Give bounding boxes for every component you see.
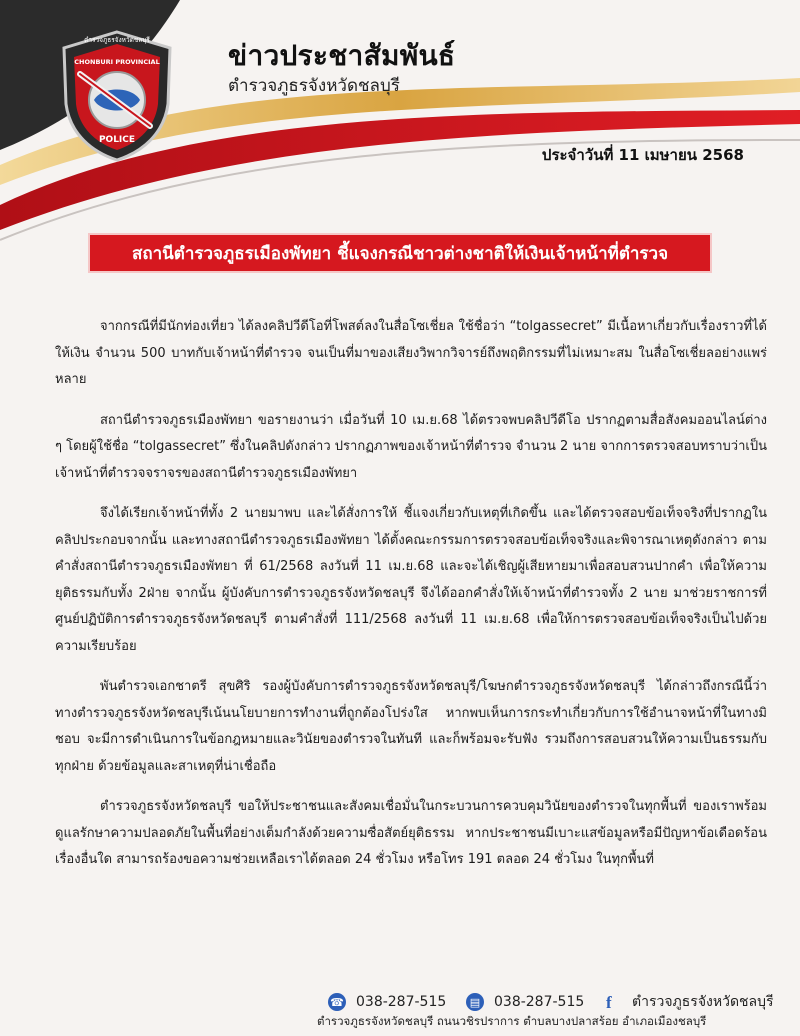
footer-address: ตำรวจภูธรจังหวัดชลบุรี ถนนวชิรปราการ ตำบลบางปลาสร้อย อำเภอเมืองชลบุรี — [317, 1014, 707, 1028]
paragraph-5: ตำรวจภูธรจังหวัดชลบุรี ขอให้ประชาชนและสังคมเชื่อมั่นในกระบวนการควบคุมวินัยของตำรวจในทุกพื้นที่ ของเราพร้อมดูแลรักษาความปลอดภัยในพื้นที่อย่างเต็มกำลังด้วยความซื่อสัตย์ยุติธรรม หากประชาชนมีเบาะแสข้อมูลหรือมีปัญหาข้อเดือดร้อนเรื่องอื่นใด สามารถร้องขอความช่วยเหลือเราได้ตลอด 24 ชั่วโมง หรือโทร 191 ตลอด 24 ชั่วโมง ในทุกพื้นที่ — [55, 799, 767, 867]
facebook-name: ตำรวจภูธรจังหวัดชลบุรี — [632, 994, 774, 1010]
org-subtitle: ตำรวจภูธรจังหวัดชลบุรี — [228, 76, 400, 96]
phone-icon: ☎ — [328, 993, 346, 1011]
paragraph-2: สถานีตำรวจภูธรเมืองพัทยา ขอรายงานว่า เมื่อวันที่ 10 เม.ย.68 ได้ตรวจพบคลิปวีดีโอ ปรากฏตามสื่อสังคมออนไลน์ต่าง ๆ โดยผู้ใช้ชื่อ “tolgassecret” ซึ่งในคลิปดังกล่าว ปรากฏภาพของเจ้าหน้าที่ตำรวจ จำนวน 2 นาย จากการตรวจสอบทราบว่าเป็นเจ้าหน้าที่ตำรวจจราจรของสถานีตำรวจภูธรเมืองพัทยา — [55, 412, 767, 481]
badge-middle-text: CHONBURI PROVINCIAL — [74, 58, 160, 66]
phone-number: 038-287-515 — [356, 994, 447, 1010]
footer-phone — [328, 990, 446, 1014]
police-badge-logo — [58, 30, 176, 162]
badge-top-text: ตำรวจภูธรจังหวัดชลบุรี — [84, 36, 150, 44]
issue-date: ประจำวันที่ 11 เมษายน 2568 — [541, 146, 744, 164]
headline-text: สถานีตำรวจภูธรเมืองพัทยา ชี้แจงกรณีชาวต่างชาติให้เงินเจ้าหน้าที่ตำรวจ — [131, 243, 669, 264]
footer-fax — [466, 990, 584, 1014]
fax-icon: ▤ — [466, 993, 484, 1011]
badge-bottom-text: POLICE — [98, 135, 136, 145]
facebook-icon: f — [606, 993, 612, 1012]
article-body — [55, 314, 767, 888]
paragraph-4: พันตำรวจเอกชาตรี สุขศิริ รองผู้บังคับการตำรวจภูธรจังหวัดชลบุรี/โฆษกตำรวจภูธรจังหวัดชลบุรี ได้กล่าวถึงกรณีนี้ว่า ทางตำรวจภูธรจังหวัดชลบุรีเน้นนโยบายการทำงานที่ถูกต้องโปร่งใส หากพบเห็นการกระทำเกี่ยวกับการใช้อำนาจหน้าที่ในทางมิชอบ จะมีการดำเนินการในข้อกฎหมายและวินัยของตำรวจในทันที และก็พร้อมจะรับฟัง รวมถึงการสอบสวนให้ความเป็นธรรมกับทุกฝ่าย ด้วยข้อมูลและสาเหตุที่น่าเชื่อถือ — [55, 679, 767, 774]
fax-number: 038-287-515 — [494, 994, 585, 1010]
org-title: ข่าวประชาสัมพันธ์ — [228, 39, 456, 72]
headline-banner — [88, 233, 712, 273]
paragraph-3: จึงได้เรียกเจ้าหน้าที่ทั้ง 2 นายมาพบ และได้สั่งการให้ ชี้แจงเกี่ยวกับเหตุที่เกิดขึ้น และได้ตรวจสอบข้อเท็จจริงที่ปรากฏในคลิปประกอบจากนั้น และทางสถานีตำรวจภูธรเมืองพัทยา ได้ตั้งคณะกรรมการตรวจสอบข้อเท็จจริงและพิจารณาเหตุดังกล่าว ตามคำสั่งสถานีตำรวจภูธรเมืองพัทยา ที่ 61/2568 ลงวันที่ 11 เม.ย.68 และจะได้เชิญผู้เสียหายมาเพื่อสอบสวนปากคำ เพื่อให้ความยุติธรรมกับทั้ง 2ฝ่าย จากนั้น ผู้บังคับการตำรวจภูธรจังหวัดชลบุรี จึงได้ออกคำสั่งให้เจ้าหน้าที่ตำรวจทั้ง 2 นาย มาช่วยราชการที่ ศูนย์ปฏิบัติการตำรวจภูธรจังหวัดชลบุรี ตามคำสั่งที่ 111/2568 ลงวันที่ 11 เม.ย.68 เพื่อให้การตรวจสอบข้อเท็จจริงเป็นไปด้วยความเรียบร้อย — [55, 506, 767, 654]
footer-facebook — [606, 990, 774, 1014]
paragraph-1: จากกรณีที่มีนักท่องเที่ยว ได้ลงคลิปวีดีโอที่โพสต์ลงในสื่อโซเชี่ยล ใช้ชื่อว่า “tolgassecret” มีเนื้อหาเกี่ยวกับเรื่องราวที่ได้ให้เงิน จำนวน 500 บาทกับเจ้าหน้าที่ตำรวจ จนเป็นที่มาของเสียงวิพากวิจารย์ถึงพฤติกรรมที่ไม่เหมาะสม ในสื่อโซเชี่ยลอย่างแพร่หลาย — [55, 319, 767, 387]
